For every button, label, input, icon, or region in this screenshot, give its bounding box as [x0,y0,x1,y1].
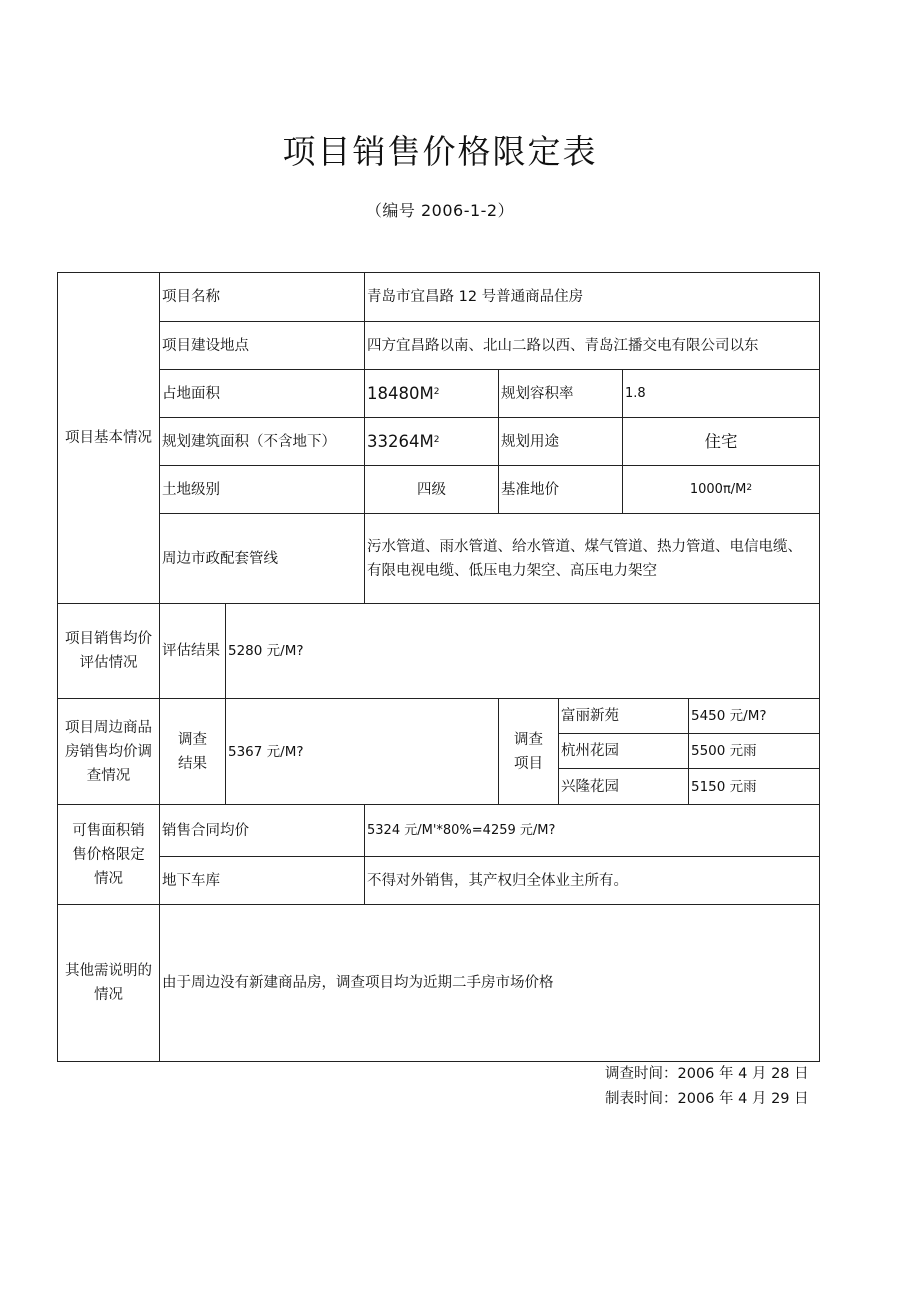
far-value: 1.8 [625,385,646,401]
garage-label: 地下车库 [162,872,220,889]
section-limit-label: 可售面积销售价格限定情况 [72,822,145,887]
survey-item-name: 杭州花园 [561,743,619,759]
land-area-number: 18480M [367,383,434,403]
base-land-price-unit: π/M [722,481,747,497]
other-notes-value: 由于周边没有新建商品房，调查项目均为近期二手房市场价格 [162,975,554,991]
document-number: （编号 2006-1-2） [365,201,515,220]
estimate-value: 5280 元/M? [228,643,304,659]
project-site-value: 四方宜昌路以南、北山二路以西、青岛江播交电有限公司以东 [367,337,759,354]
project-name-value: 青岛市宜昌路 12 号普通商品住房 [367,289,584,305]
survey-item-name: 富丽新苑 [561,708,619,724]
land-use-label: 规划用途 [501,433,559,450]
section-survey-label: 项目周边商品房销售均价调查情况 [65,719,152,784]
land-area-value [365,370,498,417]
survey-result-label: 调查结果 [178,731,207,772]
survey-item-name: 兴隆花园 [561,778,619,795]
survey-item-price: 5500 元雨 [691,743,757,759]
pipeline-value: 污水管道、雨水管道、给水管道、煤气管道、热力管道、电信电缆、有限电视电缆、低压电力架空、高压电力架空 [367,538,802,579]
survey-items-label: 调查项目 [514,731,543,772]
section-other-label: 其他需说明的情况 [65,963,152,1003]
build-area-label: 规划建筑面积（不含地下） [162,433,336,450]
base-land-price-number: 1000 [689,481,723,497]
base-land-price-unit-sup: 2 [746,482,753,493]
section-basic-label: 项目基本情况 [65,430,152,446]
base-land-price-label: 基准地价 [501,481,559,498]
land-area-label: 占地面积 [162,385,220,402]
table-time: 制表时间：2006 年 4 月 29 日 [605,1091,809,1107]
survey-result-value: 5367 元/M? [228,743,304,760]
contract-price-label: 销售合同均价 [162,822,249,839]
contract-price-value: 5324 元/M'*80%=4259 元/M? [367,822,556,838]
page-title: 项目销售价格限定表 [282,132,598,171]
estimate-label: 评估结果 [162,643,220,659]
survey-item-price: 5450 元/M? [691,708,767,724]
base-land-price-value [623,466,819,513]
project-site-label: 项目建设地点 [162,337,249,354]
survey-time: 调查时间：2006 年 4 月 28 日 [605,1066,809,1082]
build-area-number: 33264M [367,431,434,451]
pipeline-label: 周边市政配套管线 [162,550,278,567]
garage-value: 不得对外销售，其产权归全体业主所有。 [367,872,628,889]
land-use-value: 住宅 [704,431,738,451]
build-area-value [365,418,498,465]
build-area-unit-sup: 2 [433,434,440,445]
land-grade-value: 四级 [417,481,446,498]
far-label: 规划容积率 [501,385,574,402]
project-name-label: 项目名称 [162,289,220,305]
section-estimate-label: 项目销售均价评估情况 [65,631,152,671]
survey-item-price: 5150 元雨 [691,778,757,795]
land-grade-label: 土地级别 [162,481,220,498]
land-area-unit-sup: 2 [433,386,440,397]
